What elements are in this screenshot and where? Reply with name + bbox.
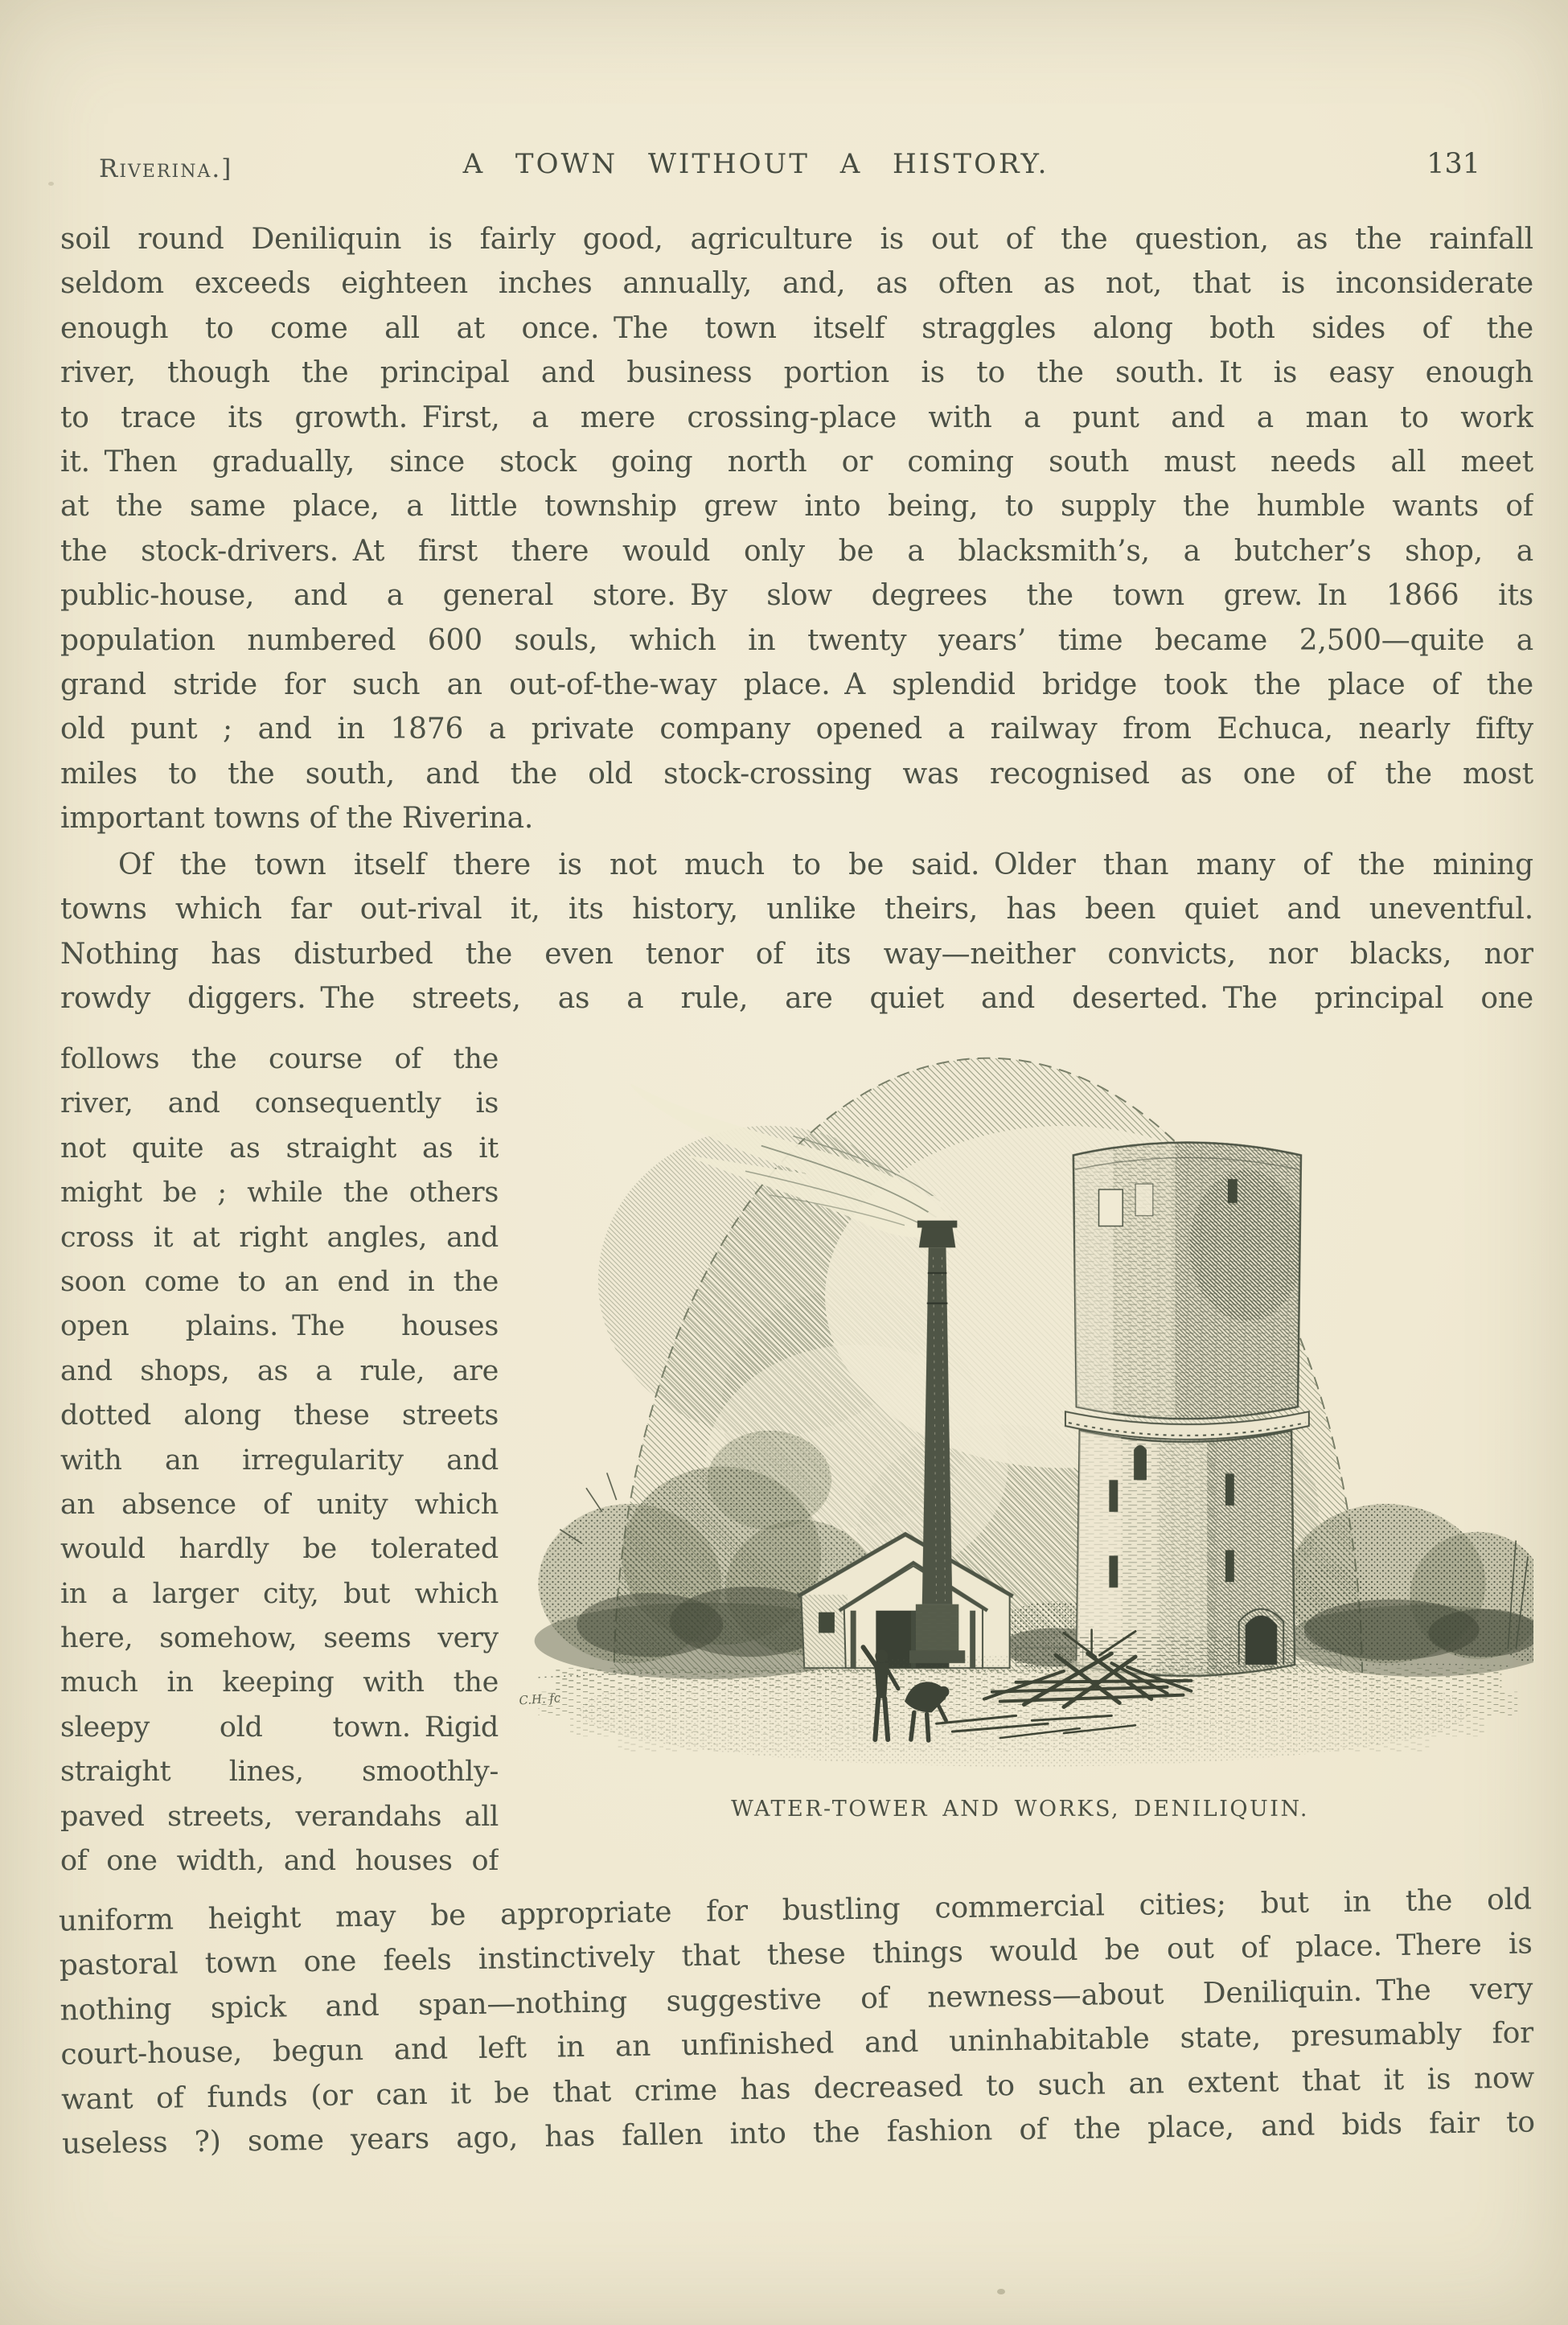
- text-line: Nothing has disturbed the even tenor of its way—neither convicts, nor blacks, nor: [60, 937, 1533, 971]
- text-line: rowdy diggers. The streets, as a rule, are quiet and deserted. The principal one: [60, 982, 1533, 1016]
- text-line: public-house, and a general store. By slow degrees the town grew. In 1866 its: [60, 579, 1533, 613]
- text-line: miles to the south, and the old stock-crossing was recognised as one of the most: [60, 757, 1533, 791]
- text-line: sleepy old town. Rigid: [60, 1711, 499, 1744]
- text-line: Of the town itself there is not much to be said. Older than many of the mining: [118, 848, 1533, 881]
- paragraph-2: [60, 843, 1533, 1021]
- text-line: want of funds (or can it be that crime has decreased to such an extent that it is now: [60, 2061, 1535, 2117]
- paragraph-bottom: [59, 1877, 1536, 2166]
- text-line: and shops, as a rule, are: [60, 1354, 499, 1387]
- text-line: would hardly be tolerated: [60, 1533, 499, 1566]
- artist-signature: C.H. fc: [518, 1690, 561, 1708]
- text-line: the stock-drivers. At first there would only be a blacksmith’s, a butcher’s shop, a: [60, 534, 1533, 568]
- text-line: uniform height may be appropriate for bustling commercial cities; but in the old: [58, 1883, 1533, 1938]
- text-line: pastoral town one feels instinctively that these things would be out of place. There is: [59, 1927, 1533, 1983]
- text-line: soon come to an end in the: [60, 1265, 499, 1298]
- text-line: in a larger city, but which: [60, 1577, 499, 1610]
- text-line: grand stride for such an out-of-the-way place. A splendid bridge took the place of the: [60, 668, 1533, 701]
- engraving-image: [507, 1034, 1533, 1767]
- text-line: at the same place, a little township grew into being, to supply the humble wants of: [60, 490, 1533, 524]
- scan-speck: [997, 2289, 1005, 2294]
- text-line: enough to come all at once. The town itself straggles along both sides of the: [60, 311, 1533, 345]
- text-line: towns which far out-rival it, its history, unlike theirs, has been quiet and uneventful.: [60, 893, 1533, 926]
- narrow-text-column: [60, 1037, 499, 1883]
- text-line: it. Then gradually, since stock going north or coming south must needs all meet: [60, 445, 1533, 479]
- text-line: seldom exceeds eighteen inches annually, and, as often as not, that is inconsiderate: [60, 267, 1533, 301]
- running-head-left: Riverina.]: [99, 154, 233, 183]
- text-line: an absence of unity which: [60, 1488, 499, 1521]
- scan-speck: [48, 182, 54, 186]
- text-line: much in keeping with the: [60, 1666, 499, 1699]
- water-tower-engraving: [507, 1034, 1533, 1887]
- text-line: with an irregularity and: [60, 1444, 499, 1477]
- text-line: to trace its growth. First, a mere crossing-place with a punt and a man to work: [60, 401, 1533, 434]
- text-line: old punt ; and in 1876 a private company opened a railway from Echuca, nearly fifty: [60, 713, 1533, 746]
- figure-caption: WATER-TOWER AND WORKS, DENILIQUIN.: [731, 1797, 1309, 1822]
- text-line: open plains. The houses: [60, 1310, 499, 1343]
- text-line: population numbered 600 souls, which in twenty years’ time became 2,500—quite a: [60, 623, 1533, 657]
- text-line: river, though the principal and business portion is to the south. It is easy enough: [60, 356, 1533, 390]
- text-line: straight lines, smoothly-: [60, 1756, 499, 1789]
- text-line: might be ; while the others: [60, 1177, 499, 1210]
- text-line: cross it at right angles, and: [60, 1221, 499, 1254]
- text-line: follows the course of the: [60, 1043, 499, 1075]
- text-line: here, somehow, seems very: [60, 1622, 499, 1655]
- text-line: river, and consequently is: [60, 1087, 499, 1120]
- text-line: dotted along these streets: [60, 1399, 499, 1432]
- page-header: [60, 148, 1508, 188]
- column-figure-row: [60, 1023, 1533, 1888]
- text-line: of one width, and houses of: [60, 1845, 499, 1878]
- running-head-title: A TOWN WITHOUT A HISTORY.: [462, 148, 1049, 180]
- ground: [539, 1655, 1518, 1767]
- page-number: 131: [1426, 148, 1480, 180]
- text-line: soil round Deniliquin is fairly good, agriculture is out of the question, as the rainfall: [60, 223, 1533, 256]
- text-line: not quite as straight as it: [60, 1132, 499, 1165]
- text-line: paved streets, verandahs all: [60, 1800, 499, 1833]
- text-line: court-house, begun and left in an unfinished and uninhabitable state, presumably for: [60, 2016, 1534, 2072]
- text-line: important towns of the Riverina.: [60, 802, 534, 836]
- text-line: nothing spick and span—nothing suggestive of newness—about Deniliquin. The very: [60, 1972, 1533, 2027]
- text-line: useless ?) some years ago, has fallen into the fashion of the place, and bids fair to: [61, 2105, 1536, 2161]
- paragraph-1: [60, 217, 1533, 840]
- tower-door: [1246, 1616, 1278, 1665]
